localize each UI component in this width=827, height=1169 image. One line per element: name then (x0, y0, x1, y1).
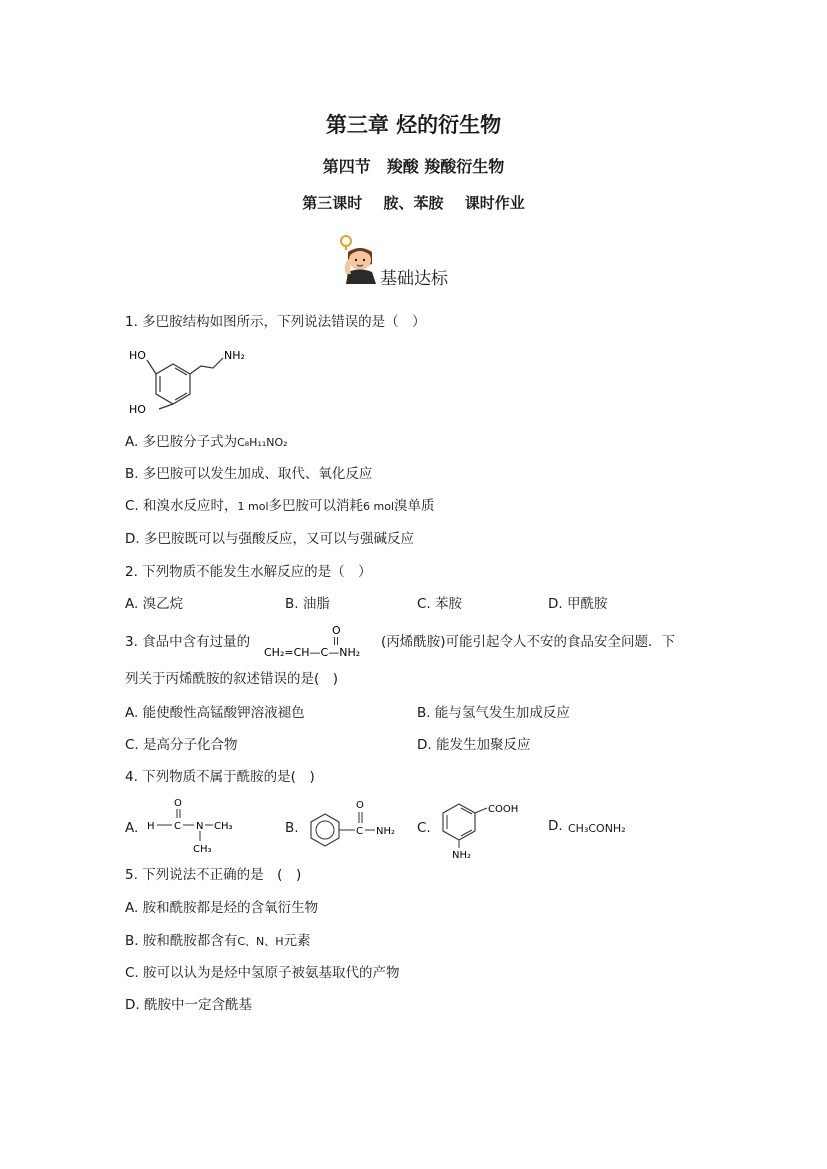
q3-stem-line2: 列关于丙烯酰胺的叙述错误的是( ) (125, 671, 339, 687)
svg-text:CH₃: CH₃ (193, 844, 212, 855)
q4-b-structure (303, 796, 403, 858)
q1-option-c: C. 和溴水反应时，1 mol多巴胺可以消耗6 mol溴单质 (125, 498, 435, 514)
q1-stem: 1. 多巴胺结构如图所示，下列说法错误的是（ ） (125, 314, 426, 330)
q4-c-structure (435, 794, 535, 860)
svg-text:CH₃: CH₃ (214, 821, 233, 832)
svg-text:N: N (196, 821, 204, 832)
svg-text:H: H (147, 821, 155, 832)
q5-option-a: A. 胺和酰胺都是烃的含氧衍生物 (125, 900, 319, 916)
q4-label-d: D. (548, 818, 563, 834)
q3-acrylamide-formula (262, 620, 380, 660)
q2-option-b: B. 油脂 (285, 596, 330, 612)
q2-option-c: C. 苯胺 (417, 596, 463, 612)
svg-text:NH₂: NH₂ (452, 850, 472, 860)
q3-option-b: B. 能与氢气发生加成反应 (417, 705, 570, 721)
q3-stem-pre: 3. 食品中含有过量的 (125, 634, 251, 650)
q4-a-structure (145, 796, 245, 858)
q5-option-c: C. 胺可以认为是烃中氢原子被氨基取代的产物 (125, 965, 400, 981)
q3-formula-main: CH₂=CH—C—NH₂ (264, 646, 361, 659)
q5-option-d: D. 酰胺中一定含酰基 (125, 997, 252, 1013)
q1-option-b: B. 多巴胺可以发生加成、取代、氧化反应 (125, 466, 373, 482)
q4-stem: 4. 下列物质不属于酰胺的是( ) (125, 769, 315, 785)
q2-option-d: D. 甲酰胺 (548, 596, 608, 612)
q1-ho-bottom: HO (129, 403, 146, 416)
q1-formula: C₈H₁₁NO₂ (237, 436, 288, 449)
q3-option-d: D. 能发生加聚反应 (417, 737, 531, 753)
lesson-period: 第三课时 (302, 194, 363, 212)
chapter-title: 第三章 烃的衍生物 (325, 112, 502, 137)
thinking-student-icon (338, 234, 382, 284)
q4-label-a: A. (125, 820, 139, 836)
q5-stem: 5. 下列说法不正确的是 ( ) (125, 867, 302, 883)
svg-text:O: O (174, 798, 182, 809)
lesson-title (0, 192, 827, 213)
q3-option-a: A. 能使酸性高锰酸钾溶液褪色 (125, 705, 305, 721)
lesson-topic: 胺、苯胺 (383, 194, 444, 212)
badge-label: 基础达标 (380, 269, 448, 289)
lesson-homework: 课时作业 (464, 194, 525, 212)
q1-option-d: D. 多巴胺既可以与强酸反应，又可以与强碱反应 (125, 531, 414, 547)
q4-d-formula: CH₃CONH₂ (568, 822, 626, 835)
q1-ho-top: HO (129, 349, 146, 362)
q2-option-a: A. 溴乙烷 (125, 596, 184, 612)
section-title: 第四节 羧酸 羧酸衍生物 (322, 157, 505, 176)
q5-option-b: B. 胺和酰胺都含有C、N、H元素 (125, 933, 311, 949)
q1-nh2: NH₂ (224, 349, 245, 362)
q4-label-c: C. (417, 820, 431, 836)
q3-oxygen: O (332, 624, 341, 637)
q3-option-c: C. 是高分子化合物 (125, 737, 238, 753)
q2-stem: 2. 下列物质不能发生水解反应的是（ ） (125, 564, 372, 580)
svg-text:C: C (174, 821, 181, 832)
q1-dopamine-structure (125, 344, 245, 418)
svg-text:C: C (356, 826, 363, 837)
q4-label-b: B. (285, 820, 299, 836)
svg-text:COOH: COOH (488, 804, 519, 815)
svg-text:O: O (356, 800, 364, 811)
q1-option-a: A. 多巴胺分子式为C₈H₁₁NO₂ (125, 434, 288, 450)
q3-stem-post: (丙烯酰胺)可能引起令人不安的食品安全问题．下 (381, 634, 676, 650)
svg-text:NH₂: NH₂ (376, 826, 396, 837)
